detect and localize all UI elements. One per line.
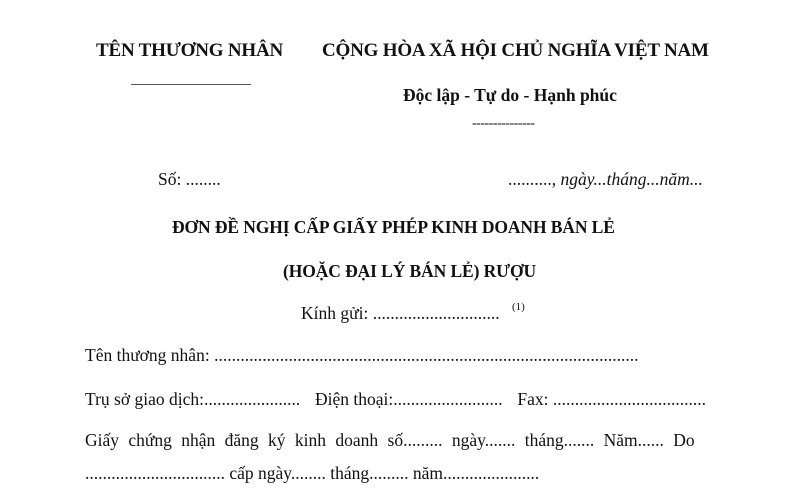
recipient-label: Kính gửi: .............................	[301, 303, 500, 323]
document-title-line1: ĐƠN ĐỀ NGHỊ CẤP GIẤY PHÉP KINH DOANH BÁN LẺ	[172, 217, 615, 237]
document-number: Số: ........	[158, 169, 221, 189]
document-date	[508, 169, 703, 190]
merchant-name-field: Tên thương nhân: .................................................................................................	[85, 345, 639, 365]
date-place: ..........,	[508, 169, 557, 189]
document-title-line2: (HOẶC ĐẠI LÝ BÁN LẺ) RƯỢU	[283, 261, 537, 281]
fax-field: Fax: ...................................	[517, 389, 706, 409]
phone-field: Điện thoại:.........................	[314, 389, 503, 409]
merchant-heading-underline	[131, 84, 251, 85]
recipient-line	[301, 303, 525, 324]
office-address-field: Trụ sở giao dịch:......................	[85, 389, 301, 409]
date-value: ngày...tháng...năm...	[560, 169, 703, 189]
national-motto: Độc lập - Tự do - Hạnh phúc	[403, 85, 617, 105]
national-title: CỘNG HÒA XÃ HỘI CHỦ NGHĨA VIỆT NAM	[322, 40, 709, 61]
contact-line	[85, 389, 706, 410]
business-certificate-line1: Giấy chứng nhận đăng ký kinh doanh số......... ngày....... tháng....... Năm...... Do	[85, 430, 695, 450]
footnote-marker: (1)	[511, 301, 525, 313]
merchant-name-heading: TÊN THƯƠNG NHÂN	[96, 40, 284, 61]
motto-rule: ---------------	[472, 116, 535, 131]
business-certificate-line2: ................................ cấp ngày........ tháng......... năm......................	[85, 463, 540, 483]
